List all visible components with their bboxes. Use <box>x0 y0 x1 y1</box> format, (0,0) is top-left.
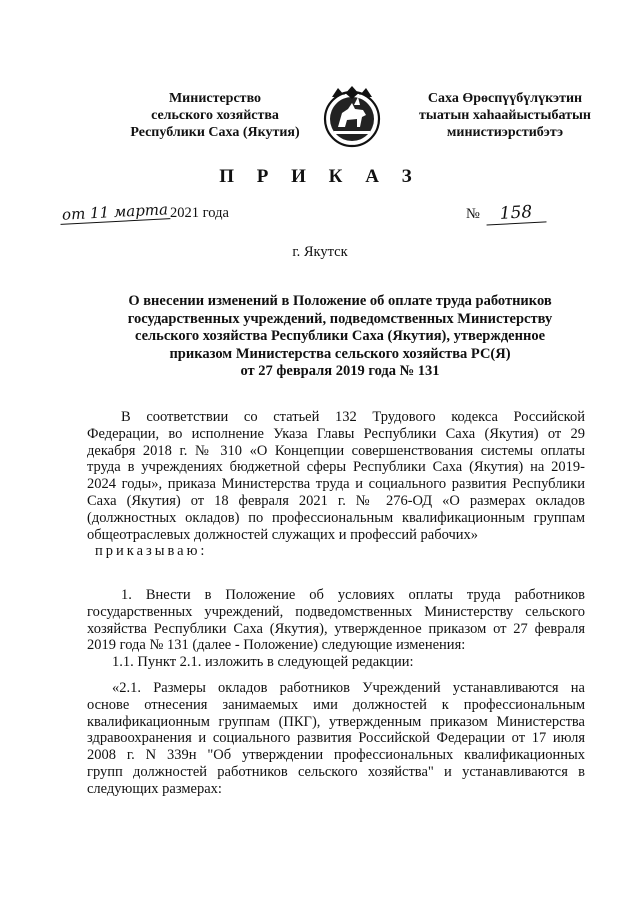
body-line: 2024 годы», приказа Министерства труда и социального развития Республики <box>87 476 585 493</box>
body-line: В соответствии со статьей 132 Трудового кодекса Российской <box>121 409 585 425</box>
body-line: труда в учреждениях бюджетной сферы Республики Саха (Якутия) на 2019- <box>87 459 585 476</box>
body-line: государственных учреждений, подведомственных Министерству сельского <box>87 603 585 620</box>
subject-line: от 27 февраля 2019 года № 131 <box>240 363 440 380</box>
header-left-line: Республики Саха (Якутия) <box>130 125 300 140</box>
body-line: Саха (Якутия) от 18 февраля 2021 г. № 276-ОД «О размерах окладов <box>87 492 585 509</box>
body-line: 2019 года № 131 (далее - Положение) следующие изменения: <box>87 637 466 654</box>
header-right-line: Саха Өрөспүүбүлүкэтин <box>427 91 583 106</box>
body-line: общеотраслевых должностей служащих и профессий рабочих» <box>87 526 479 543</box>
city: г. Якутск <box>292 244 348 260</box>
body-line: 1. Внести в Положение об условиях оплаты труда работников <box>121 587 585 603</box>
order-number <box>466 203 546 224</box>
body-line: квалификационным группам (ПКГ), утвержденным приказом Министерства <box>87 713 585 730</box>
body-line: основе отнесения занимаемых ими должностей к профессиональным <box>87 696 585 713</box>
body-line: следующих размерах: <box>87 780 222 797</box>
item-1 <box>87 587 585 671</box>
body-line: групп должностей работников сельского хозяйства" и устанавливаются в <box>87 763 585 780</box>
body-line: (должностных окладов) по профессиональным квалификационным группам <box>87 509 585 526</box>
body-line: «2.1. Размеры окладов работников Учреждений устанавливаются на <box>112 680 585 696</box>
handwritten-date: от 11 марта <box>60 200 171 225</box>
body-line: здравоохранения и социального развития Российской Федерации от 17 июля <box>87 730 585 747</box>
preamble-paragraph <box>87 409 585 560</box>
order-date <box>60 200 229 224</box>
body-line: хозяйства Республики Саха (Якутия), утвержденное приказом от 27 февраля <box>87 620 585 637</box>
item-1-1: 1.1. Пункт 2.1. изложить в следующей редакции: <box>112 654 414 671</box>
subject-line: О внесении изменений в Положение об оплате труда работников <box>128 293 552 309</box>
number-label: № <box>466 206 480 222</box>
subject-line: государственных учреждений, подведомственных Министерству <box>127 310 553 327</box>
ministry-name-russian <box>120 90 310 141</box>
body-line: декабря 2018 г. № 310 «О Концепции совершенствования системы оплаты <box>87 442 585 459</box>
item-2-1 <box>87 680 585 798</box>
order-word: приказываю: <box>95 543 208 560</box>
handwritten-number: 158 <box>485 201 546 225</box>
yakutia-coat-of-arms-icon <box>318 83 386 151</box>
body-line: Федерации, во исполнение Указа Главы Республики Саха (Якутия) от 29 <box>87 425 585 442</box>
header-left-line: Министерство <box>168 91 262 106</box>
header-right-line: министиэрстибэтэ <box>446 125 564 140</box>
header-right-line: тыатын хаһаайыстыбатын <box>419 108 591 123</box>
subject-line: сельского хозяйства Республики Саха (Якутия), утвержденное <box>134 328 545 345</box>
printed-year: 2021 года <box>170 205 229 221</box>
order-subject <box>112 293 568 381</box>
subject-line: приказом Министерства сельского хозяйства РС(Я) <box>169 345 511 362</box>
ministry-name-yakut <box>405 90 605 141</box>
body-line: 2008 г. N 339н "Об утверждении профессиональных квалификационных <box>87 747 585 764</box>
header-left-line: сельского хозяйства <box>151 108 279 123</box>
document-title: П Р И К А З <box>219 166 421 187</box>
